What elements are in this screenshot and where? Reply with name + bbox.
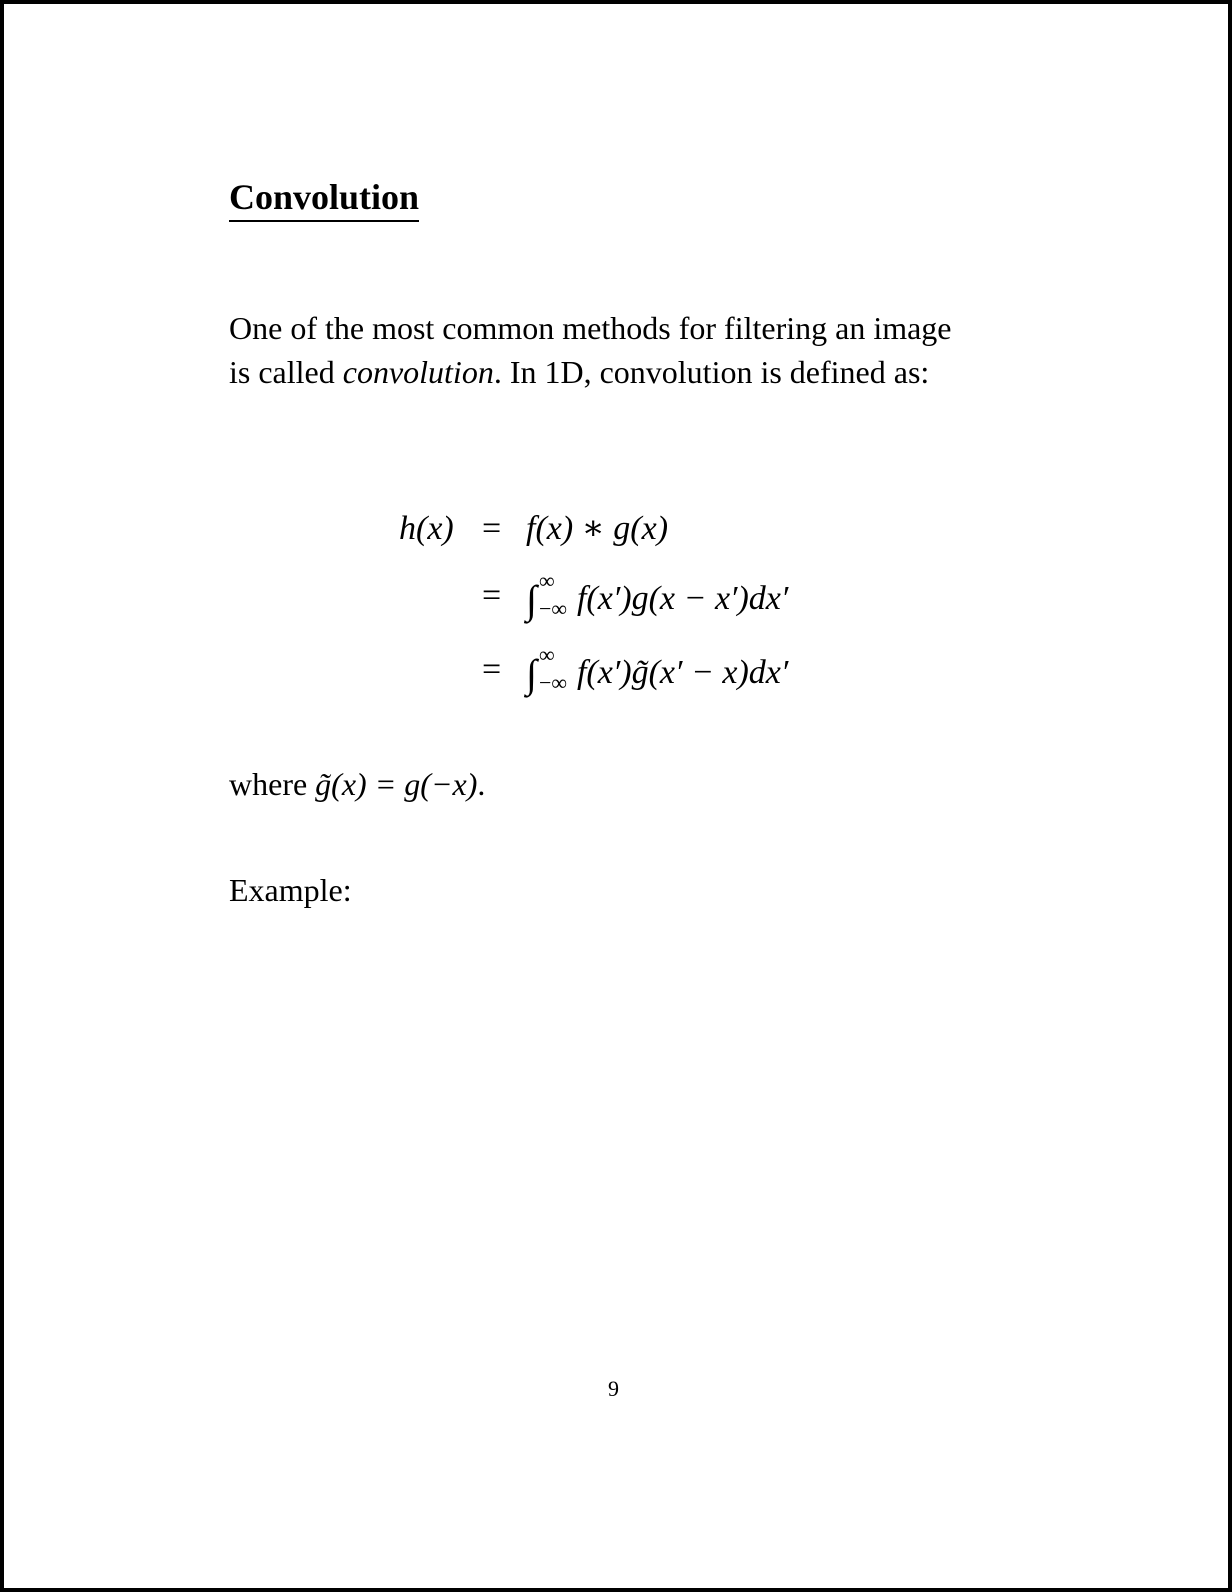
intro-line-2	[229, 350, 1049, 394]
equation-row-1-rhs: f(x) ∗ g(x)	[526, 510, 669, 547]
where-period: .	[477, 766, 486, 802]
intro-line-2-suffix: . In 1D, convolution is defined as:	[493, 354, 930, 390]
equation-lhs: h(x)	[399, 510, 454, 547]
integrand: f(x′)g(x − x′)dx′	[576, 580, 789, 617]
equation-equals-3: =	[482, 651, 502, 688]
convolution-term: convolution	[342, 354, 494, 390]
example-label: Example:	[229, 872, 352, 908]
integral-sign: ∫	[526, 651, 537, 696]
section-title: Convolution	[229, 176, 419, 222]
integrand: f(x′)g̃(x′ − x)dx′	[576, 654, 789, 691]
equation-equals-1: =	[482, 510, 502, 547]
flipped-kernel-definition: g̃(x) = g(−x)	[315, 766, 478, 802]
equation-row-2-rhs	[526, 568, 789, 622]
equation-row-3-rhs	[526, 642, 789, 696]
page-number: 9	[608, 1376, 619, 1401]
equation-row-1	[4, 509, 1232, 549]
equation-row-3	[4, 642, 1232, 698]
equation-row-2	[4, 568, 1232, 624]
where-word: where	[229, 766, 316, 802]
integral-lower-limit: −∞	[538, 596, 568, 621]
intro-line-1: One of the most common methods for filtering an image	[229, 310, 952, 346]
where-clause	[229, 764, 485, 804]
integral-limits	[537, 568, 577, 621]
intro-line-2-prefix: is called	[229, 354, 343, 390]
integral-sign: ∫	[526, 577, 537, 622]
equation-equals-2: =	[482, 577, 502, 614]
integral-limits	[537, 642, 577, 695]
intro-paragraph	[229, 306, 1049, 394]
integral-upper-limit: ∞	[538, 642, 555, 667]
integral-upper-limit: ∞	[538, 568, 555, 593]
integral-lower-limit: −∞	[538, 670, 568, 695]
